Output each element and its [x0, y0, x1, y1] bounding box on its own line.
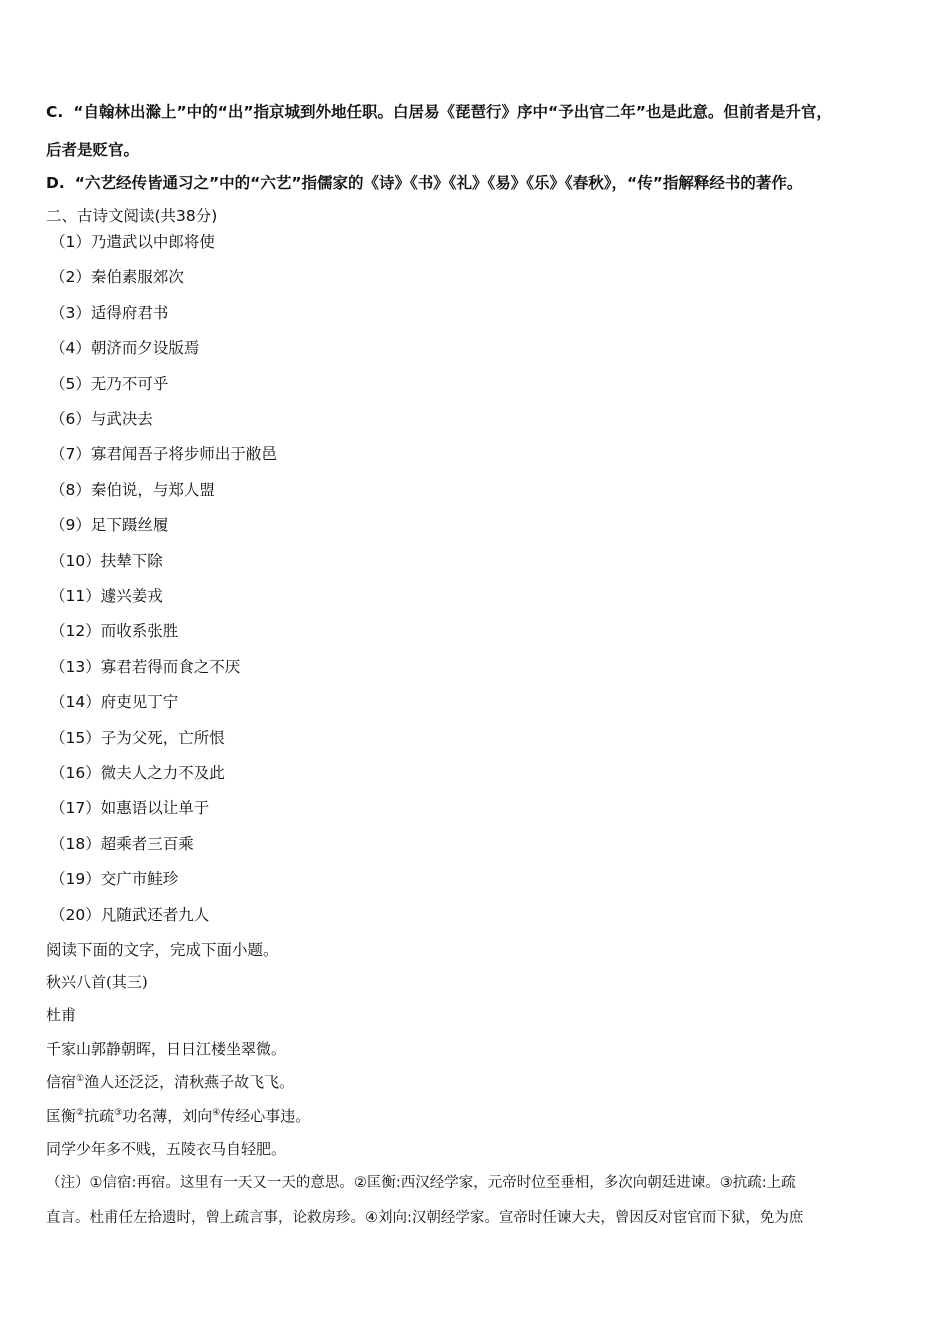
translation-item: [50, 762, 225, 784]
translation-item: [50, 514, 168, 536]
option-c-text: “自翰林出滁上”中的“出”指京城到外地任职。白居易《琵琶行》序中“予出官二年”也是此意。但前者是升官，: [73, 103, 832, 121]
item-number: （14）: [50, 693, 101, 712]
section-heading: 二、古诗文阅读(共38分): [46, 207, 218, 225]
item-number: （4）: [50, 339, 91, 358]
poem-line-3-d: 传经心事违。: [220, 1107, 311, 1125]
notes-line-1: （注）①信宿:再宿。这里有一天又一天的意思。②匡衡:西汉经学家，元帝时位至垂相，多次向朝廷进谏。③抗疏:上疏: [46, 1175, 796, 1191]
item-text: 足下蹑丝履: [90, 516, 169, 535]
poem-title: 秋兴八首(其三): [46, 973, 148, 991]
item-text: 与武决去: [90, 410, 153, 428]
footnote-marker-1: ①: [76, 1074, 85, 1084]
translation-item: [50, 337, 199, 359]
translation-item: [50, 373, 168, 395]
item-number: （15）: [50, 728, 101, 747]
item-number: （7）: [50, 445, 91, 464]
translation-item: [50, 408, 153, 430]
item-text: 子为父死，亡所恨: [100, 728, 225, 747]
translation-item: [50, 479, 215, 501]
poem-line-2-b: 渔人还泛泛，清秋燕子故飞飞。: [84, 1073, 295, 1091]
item-number: （2）: [50, 268, 91, 287]
item-number: （17）: [50, 799, 101, 818]
footnote-marker-2: ②: [76, 1108, 85, 1118]
poem-line-3-a: 匡衡: [46, 1107, 77, 1125]
item-number: （20）: [50, 905, 101, 924]
item-number: （9）: [50, 516, 91, 535]
notes-line-2: 直言。杜甫任左拾遗时，曾上疏言事，论救房珍。④刘向:汉朝经学家。宣帝时任谏大夫，曾因反对宦官而下狱，免为庶: [46, 1210, 804, 1226]
item-text: 凡随武还者九人: [100, 905, 210, 924]
item-text: 适得府君书: [90, 303, 169, 322]
item-number: （1）: [50, 233, 91, 251]
item-text: 超乘者三百乘: [100, 834, 194, 853]
translation-item: [50, 585, 163, 607]
item-number: （11）: [50, 587, 101, 605]
item-number: （18）: [50, 834, 101, 853]
item-text: 而收系张胜: [100, 622, 179, 641]
poem-line-2: [46, 1071, 294, 1093]
item-number: （16）: [50, 764, 101, 782]
translation-item: [50, 231, 215, 253]
item-text: 朝济而夕设版焉: [90, 339, 200, 358]
item-number: （3）: [50, 303, 91, 322]
poem-line-3-c: 功名薄，刘向: [122, 1107, 213, 1125]
item-text: 遽兴姜戎: [100, 587, 163, 605]
option-c-letter: C.: [46, 103, 64, 121]
item-number: （12）: [50, 622, 101, 641]
translation-item: [50, 727, 225, 749]
footnote-marker-4: ④: [212, 1108, 221, 1118]
translation-item: [50, 868, 178, 890]
item-number: （6）: [50, 410, 91, 428]
option-c-line1: [46, 101, 832, 123]
item-text: 扶辇下除: [100, 551, 163, 570]
option-d-text: “六艺经传皆通习之”中的“六艺”指儒家的《诗》《书》《礼》《易》《乐》《春秋》，“传”指解释经书的著作。: [74, 174, 803, 192]
item-number: （5）: [50, 374, 91, 393]
translation-item: [50, 833, 194, 855]
translation-item: [50, 797, 209, 819]
option-d-letter: D.: [46, 174, 65, 192]
item-text: 秦伯说，与郑人盟: [90, 480, 215, 499]
item-text: 微夫人之力不及此: [100, 764, 225, 782]
item-text: 无乃不可乎: [90, 374, 169, 393]
translation-item: [50, 656, 240, 678]
poem-line-2-a: 信宿: [46, 1073, 77, 1091]
item-number: （10）: [50, 551, 101, 570]
poem-author: 杜甫: [46, 1006, 77, 1024]
item-text: 乃遣武以中郎将使: [90, 233, 215, 251]
item-text: 寡君闻吾子将步师出于敝邑: [90, 445, 277, 464]
item-text: 如惠语以让单于: [100, 799, 210, 818]
option-d: [46, 172, 802, 194]
translation-item: [50, 302, 168, 324]
item-number: （13）: [50, 657, 101, 676]
translation-item: [50, 904, 209, 926]
poem-line-3-b: 抗疏: [84, 1107, 115, 1125]
item-text: 秦伯素服郊次: [90, 268, 184, 287]
item-text: 交广市鲑珍: [100, 870, 179, 889]
item-text: 府吏见丁宁: [100, 693, 179, 712]
option-c-line2: 后者是贬官。: [46, 141, 140, 159]
poem-line-1: 千家山郭静朝晖，日日江楼坐翠微。: [46, 1040, 287, 1058]
translation-item: [50, 443, 277, 465]
translation-item: [50, 266, 184, 288]
item-number: （8）: [50, 480, 91, 499]
item-number: （19）: [50, 870, 101, 889]
translation-item: [50, 550, 163, 572]
translation-item: [50, 620, 178, 642]
poem-line-3: [46, 1105, 310, 1127]
translation-item: [50, 691, 178, 713]
reading-instruction: 阅读下面的文字，完成下面小题。: [46, 941, 279, 959]
item-text: 寡君若得而食之不厌: [100, 657, 241, 676]
footnote-marker-3: ③: [114, 1108, 123, 1118]
poem-line-4: 同学少年多不贱，五陵衣马自轻肥。: [46, 1140, 287, 1158]
